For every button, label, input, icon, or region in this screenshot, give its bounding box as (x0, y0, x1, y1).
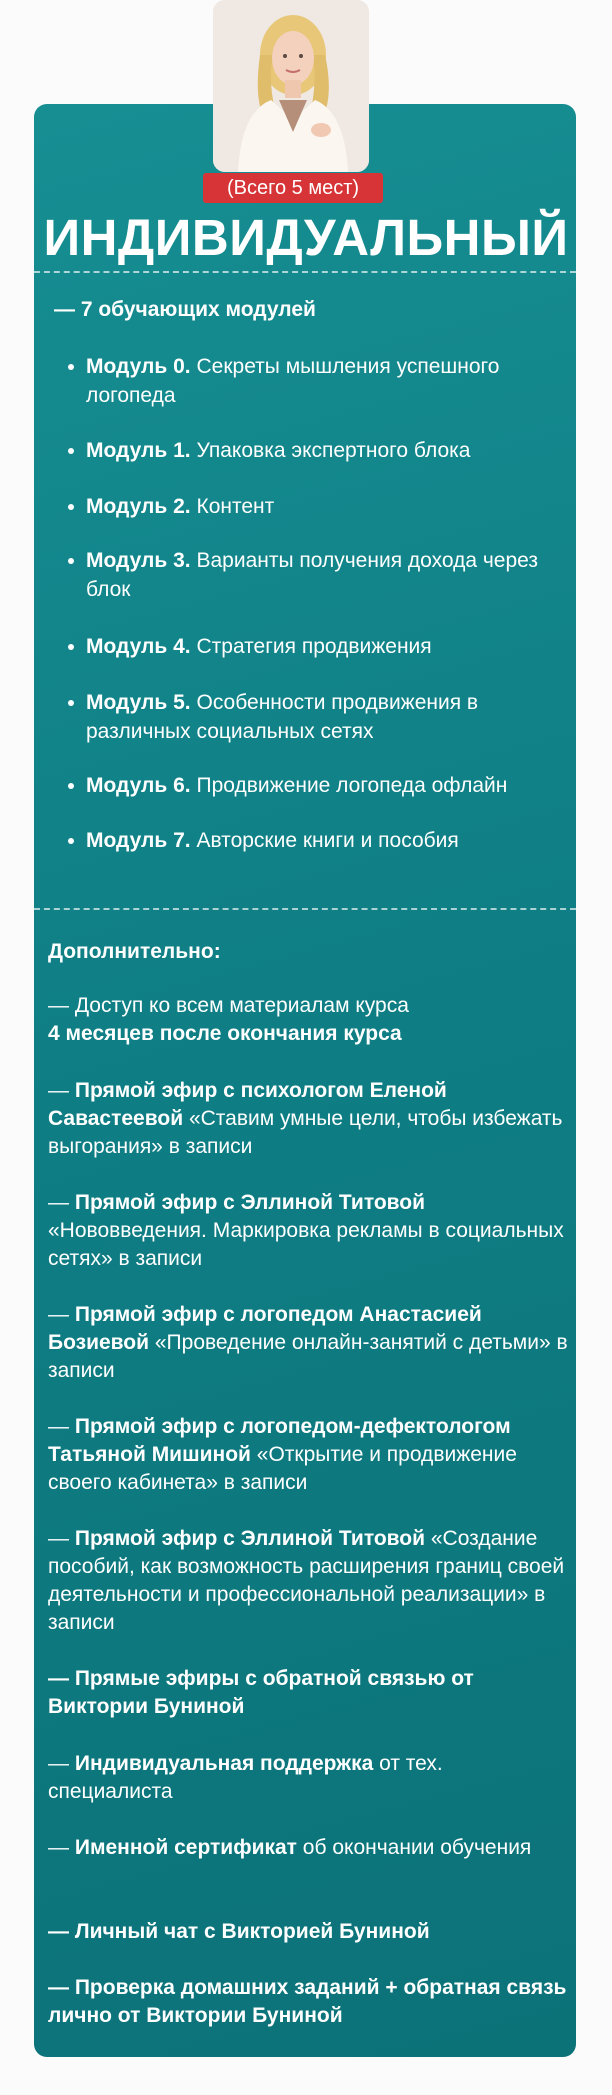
extra-item: — Прямой эфир с Эллиной Титовой «Нововведения. Маркировка рекламы в социальных сетях» в записи (48, 1191, 564, 1270)
extra-item: — Личный чат с Викторией Буниной (48, 1920, 430, 1943)
extra-item: — Проверка домашних заданий + обратная связь лично от Виктории Буниной (48, 1976, 567, 2027)
portrait-image (213, 0, 369, 172)
extra-item: — Прямые эфиры с обратной связью от Виктории Буниной (48, 1667, 474, 1718)
modules-heading: — 7 обучающих модулей (54, 298, 316, 321)
extra-item: — Прямой эфир с логопедом-дефектологом Татьяной Мишиной «Открытие и продвижение своего кабинета» в записи (48, 1415, 517, 1494)
module-item: Модуль 6. Продвижение логопеда офлайн (86, 771, 566, 800)
extra-item: — Доступ ко всем материалам курса 4 месяцев после окончания курса (48, 994, 409, 1045)
avatar (213, 0, 369, 172)
divider-middle (34, 908, 576, 910)
extra-item: — Прямой эфир с психологом Еленой Савастеевой «Ставим умные цели, чтобы избежать выгорания» в записи (48, 1079, 563, 1158)
extra-item: — Прямой эфир с логопедом Анастасией Бозиевой «Проведение онлайн-занятий с детьми» в записи (48, 1303, 568, 1382)
module-item: Модуль 4. Стратегия продвижения (86, 632, 566, 661)
module-item: Модуль 3. Варианты получения дохода через блок (86, 546, 566, 604)
module-item: Модуль 0. Секреты мышления успешного логопеда (86, 352, 566, 410)
module-item: Модуль 5. Особенности продвижения в различных социальных сетях (86, 688, 566, 746)
seats-badge: (Всего 5 мест) (203, 173, 383, 203)
divider-top (34, 271, 576, 273)
extra-item: — Индивидуальная поддержка от тех. специалиста (48, 1752, 443, 1803)
module-item: Модуль 2. Контент (86, 492, 566, 521)
extra-item: — Прямой эфир с Эллиной Титовой «Создание пособий, как возможность расширения границ своей деятельности и профессиональной реализации» в записи (48, 1527, 565, 1634)
plan-title: ИНДИВИДУАЛЬНЫЙ (43, 209, 569, 266)
extras-heading: Дополнительно: (48, 940, 221, 963)
module-item: Модуль 7. Авторские книги и пособия (86, 826, 566, 855)
extra-item: — Именной сертификат об окончании обучения (48, 1836, 532, 1859)
module-item: Модуль 1. Упаковка экспертного блока (86, 436, 566, 465)
